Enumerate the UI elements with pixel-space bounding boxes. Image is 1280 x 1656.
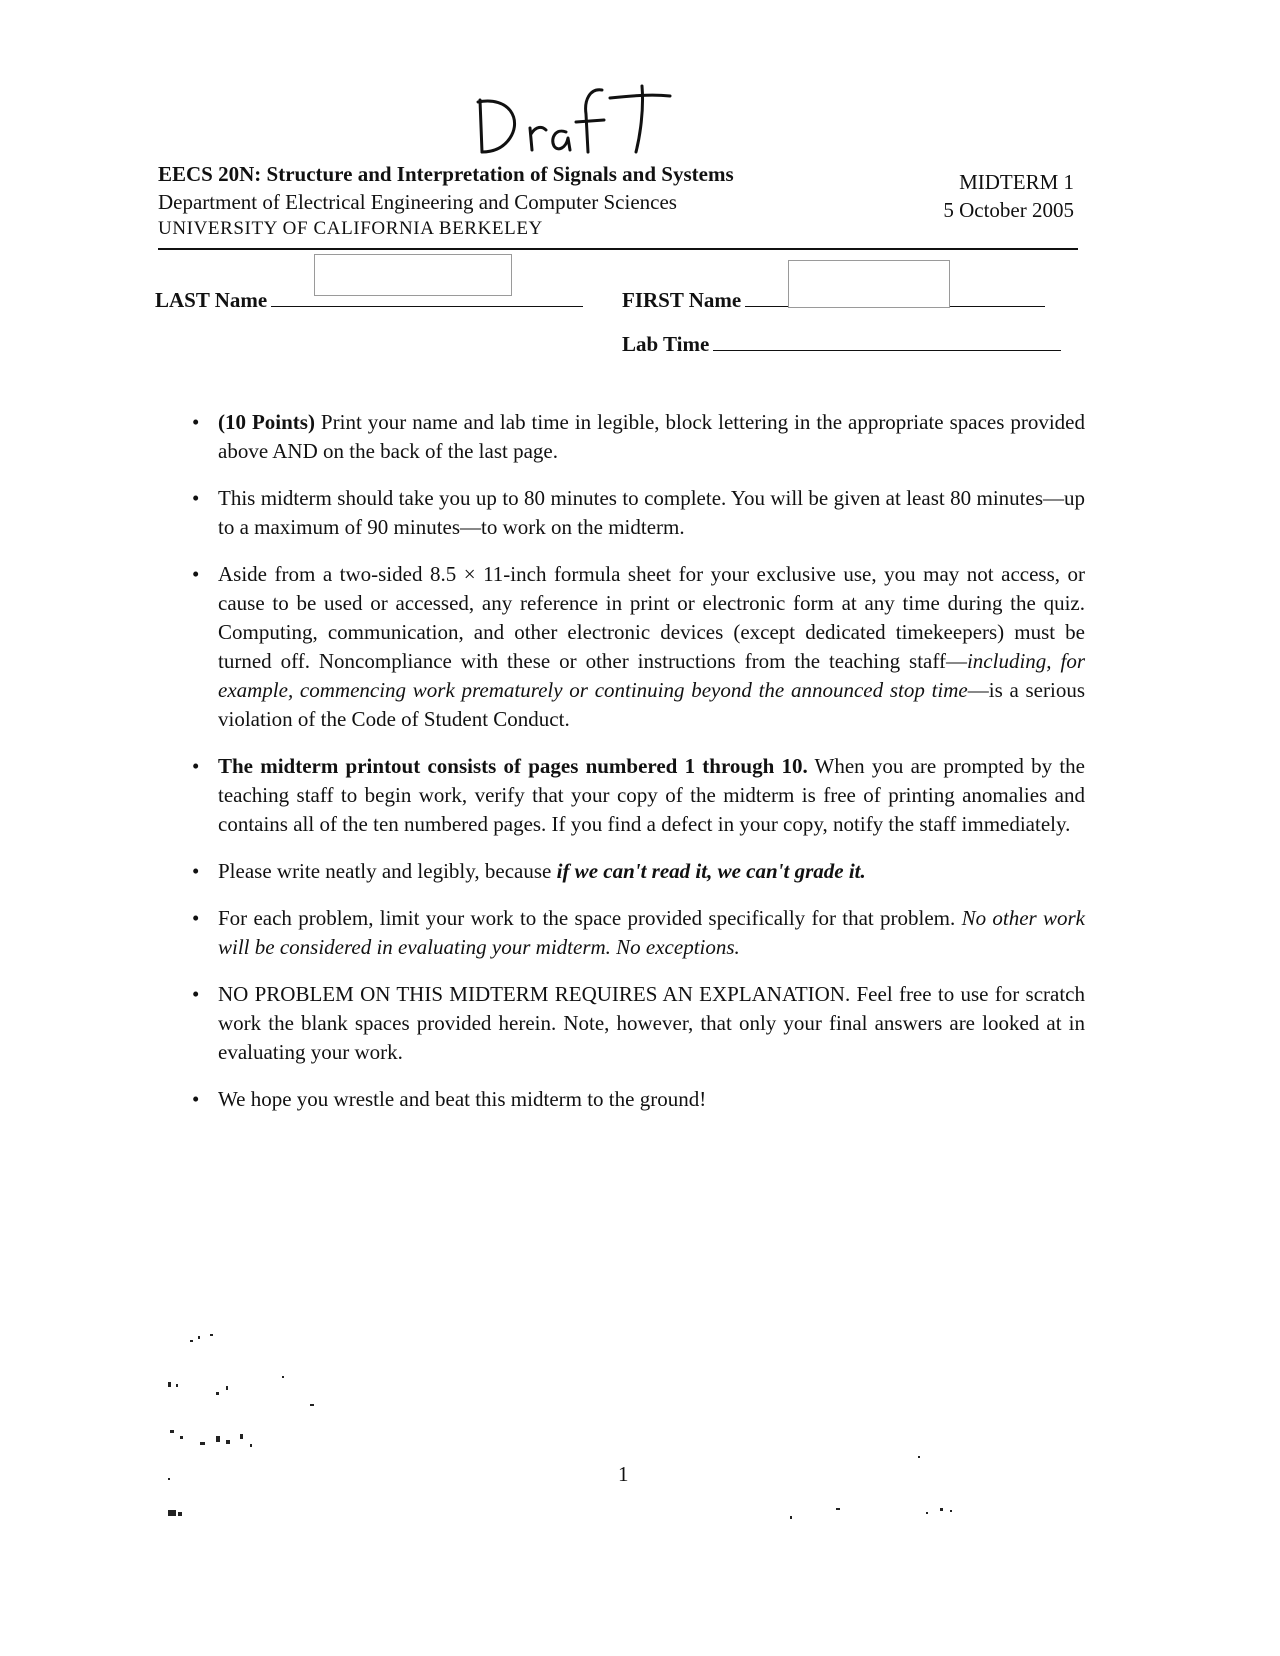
- department-name: Department of Electrical Engineering and Computer Sciences: [158, 190, 677, 214]
- list-item: • For each problem, limit your work to the space provided specifically for that problem. No other work will be considered in evaluating your midterm. No exceptions.: [192, 906, 1085, 959]
- lab-time-field: [622, 328, 1061, 357]
- bullet-icon: •: [192, 562, 200, 586]
- bullet-icon: •: [192, 410, 200, 434]
- list-item: • (10 Points) Print your name and lab time in legible, block lettering in the appropriate spaces provided above AND on the back of the last page.: [192, 410, 1086, 463]
- lab-time-label: Lab Time: [622, 332, 710, 356]
- list-item: • Please write neatly and legibly, because if we can't read it, we can't grade it.: [192, 857, 1085, 886]
- course-title: EECS 20N: Structure and Interpretation of Signals and Systems: [158, 162, 734, 186]
- exam-type: MIDTERM 1: [959, 170, 1074, 194]
- list-item: • Aside from a two-sided 8.5 × 11-inch formula sheet for your exclusive use, you may not access, or cause to be used or accessed, any reference in print or electronic form at any time during the quiz. Computing, communication, and other electronic devices (except dedicated timekeepers) must be turned off. Noncompliance with these or other instructions from the teaching staff—including, for example, commencing work prematurely or continuing beyond the announced stop time—is a serious violation of the Code of Student Conduct.: [192, 562, 1085, 731]
- exam-info: [943, 168, 1074, 224]
- instructions-list: [192, 408, 1085, 1132]
- draft-handwritten-note: [470, 80, 680, 160]
- bullet-icon: •: [192, 1087, 200, 1111]
- exam-date: 5 October 2005: [943, 198, 1074, 222]
- lab-time-line[interactable]: [713, 328, 1061, 351]
- bullet-icon: •: [192, 486, 200, 510]
- list-item: • We hope you wrestle and beat this midterm to the ground!: [192, 1085, 1085, 1114]
- list-item: • The midterm printout consists of pages numbered 1 through 10. When you are prompted by the teaching staff to begin work, verify that your copy of the midterm is free of printing anomalies and contains all of the ten numbered pages. If you find a defect in your copy, notify the staff immediately.: [192, 754, 1085, 836]
- first-name-label: FIRST Name: [622, 288, 742, 312]
- list-item: • NO PROBLEM ON THIS MIDTERM REQUIRES AN EXPLANATION. Feel free to use for scratch work the blank spaces provided herein. Note, however, that only your final answers are looked at in evaluating your work.: [192, 982, 1085, 1064]
- bullet-icon: •: [192, 982, 200, 1006]
- list-item: • This midterm should take you up to 80 minutes to complete. You will be given at least 80 minutes—up to a maximum of 90 minutes—to work on the midterm.: [192, 486, 1085, 539]
- bullet-icon: •: [192, 754, 200, 778]
- bullet-icon: •: [192, 906, 200, 930]
- page-number: 1: [618, 1462, 629, 1486]
- bullet-icon: •: [192, 859, 200, 883]
- last-name-box[interactable]: [314, 254, 512, 296]
- course-info: [158, 160, 898, 242]
- first-name-box[interactable]: [788, 260, 950, 308]
- header-divider: [158, 248, 1078, 250]
- last-name-label: LAST Name: [155, 288, 268, 312]
- university-name: UNIVERSITY OF CALIFORNIA BERKELEY: [158, 218, 543, 239]
